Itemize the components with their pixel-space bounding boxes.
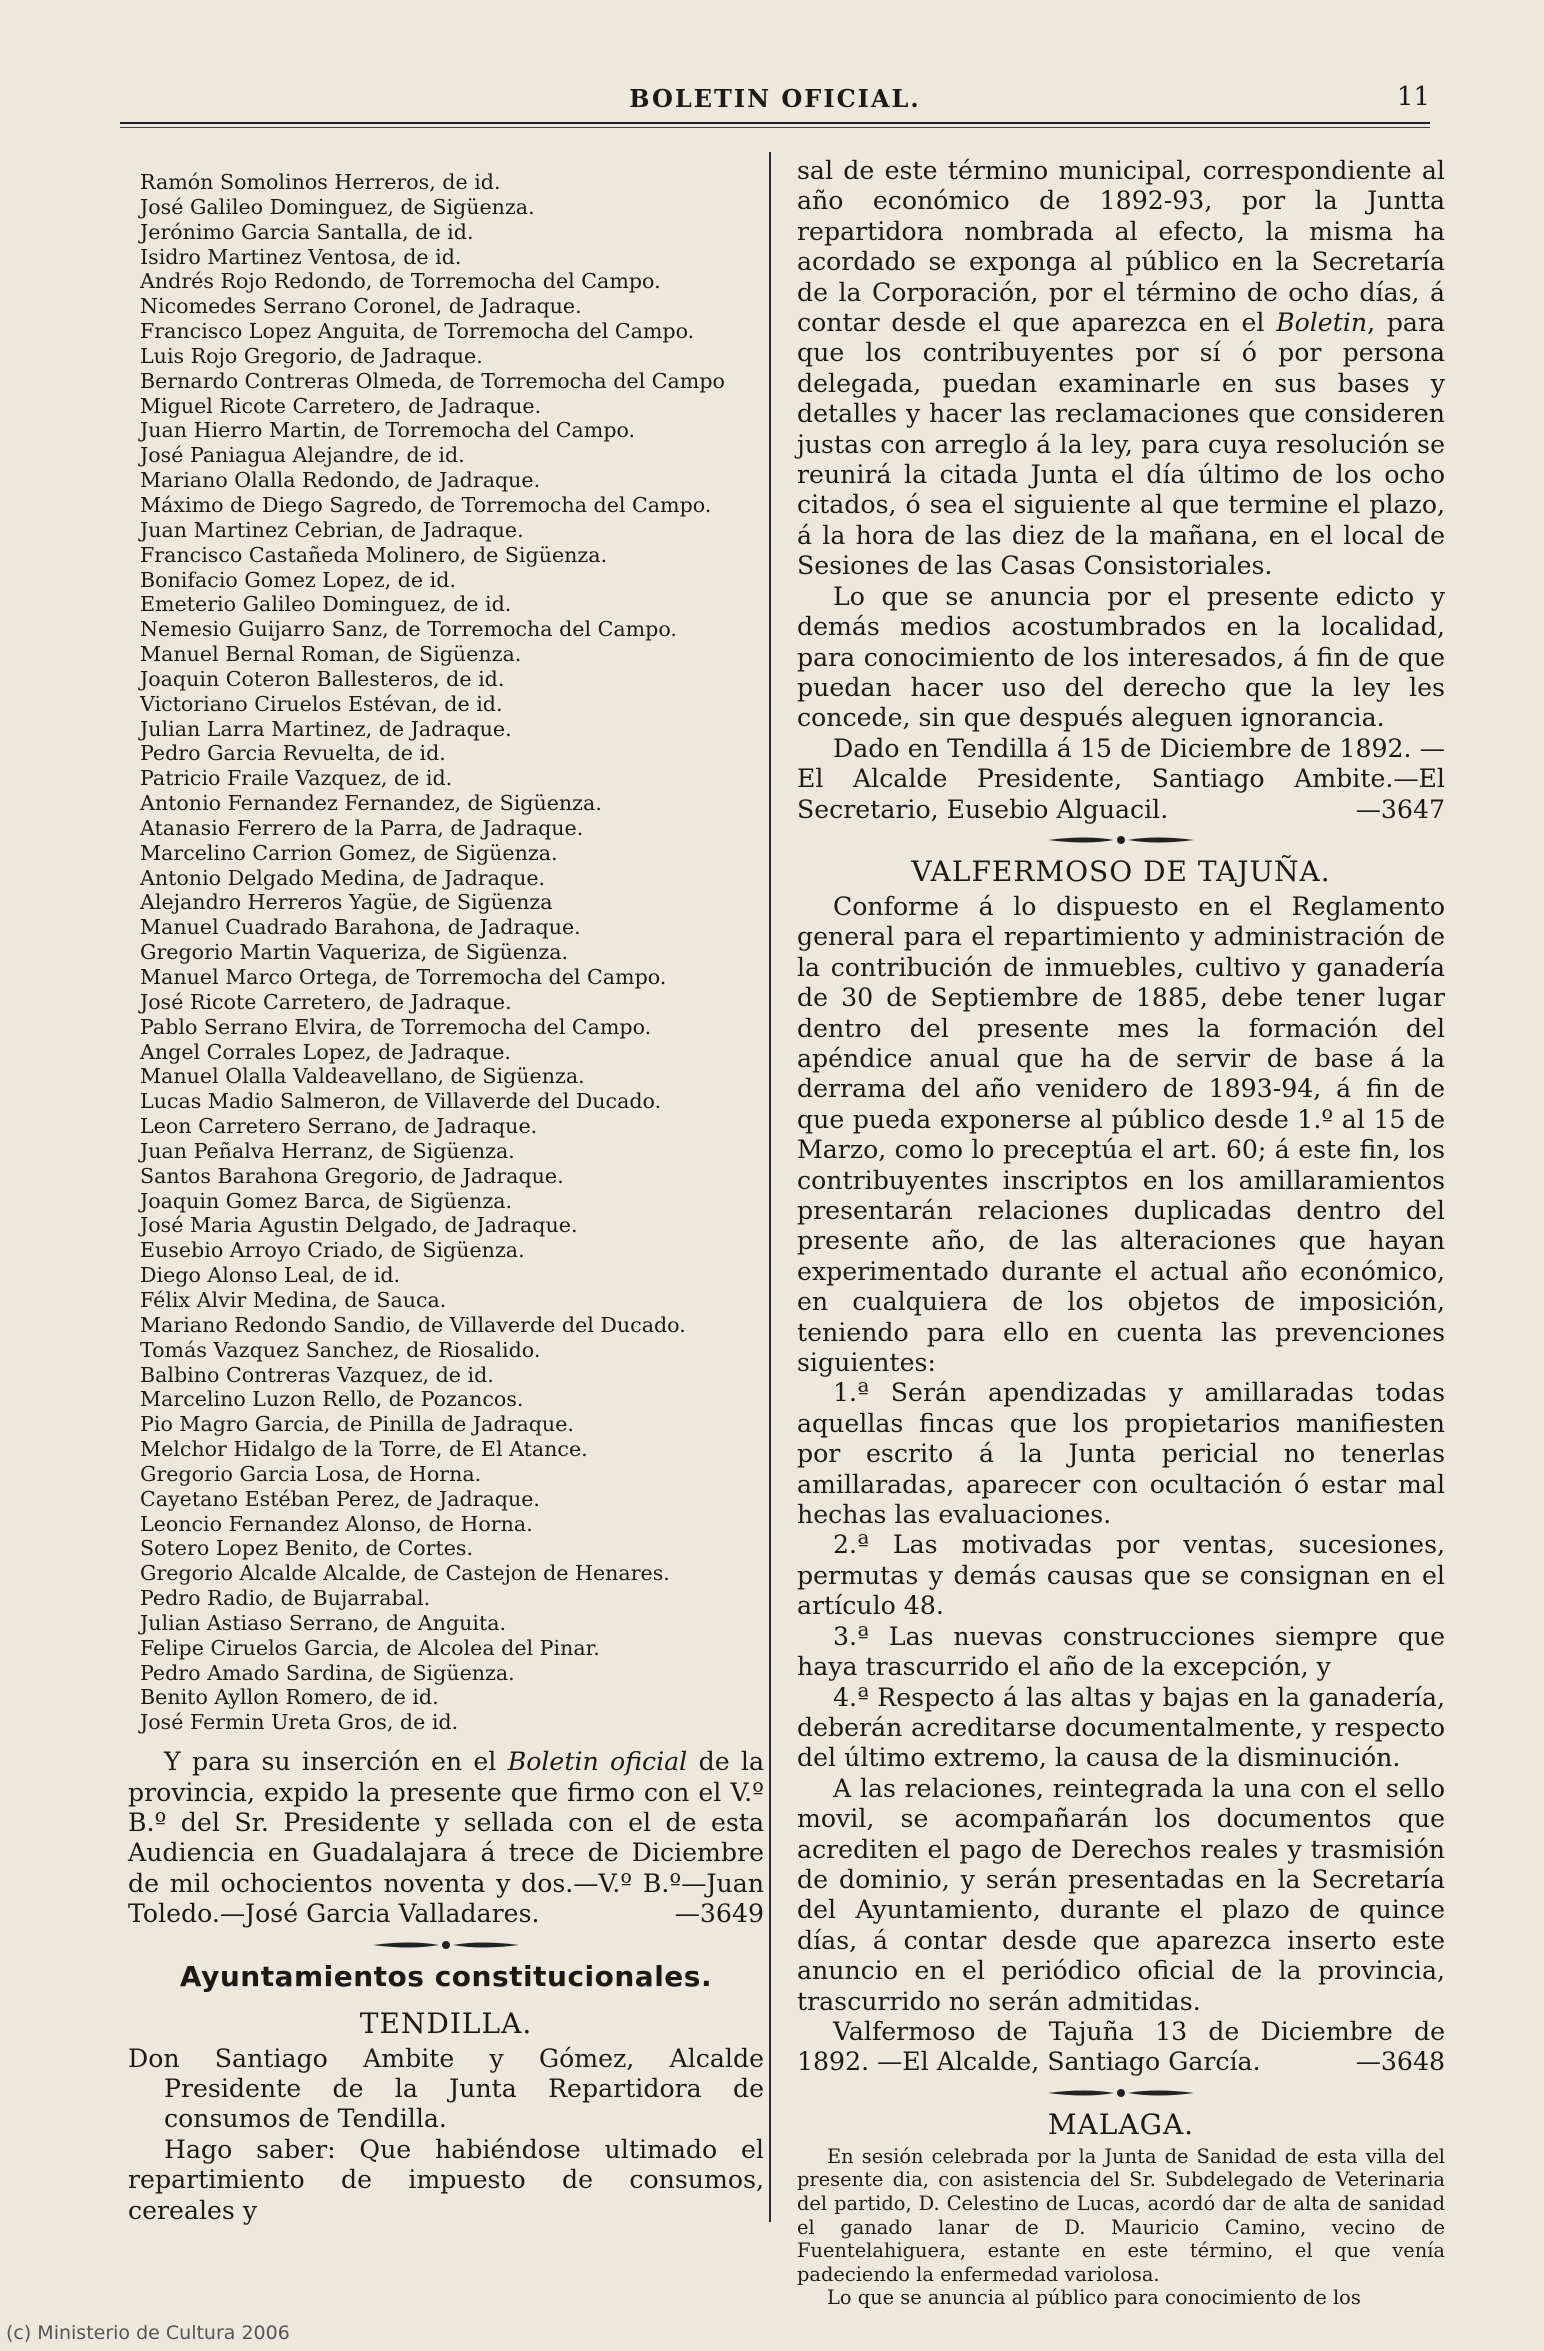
name-entry: Andrés Rojo Redondo, de Torremocha del Campo.: [140, 269, 661, 294]
name-entry: Alejandro Herreros Yagüe, de Sigüenza: [140, 890, 553, 915]
name-entry: Julian Astiaso Serrano, de Anguita.: [140, 1610, 507, 1635]
name-entry: Tomás Vazquez Sanchez, de Riosalido.: [140, 1337, 541, 1362]
tendilla-intro: Don Santiago Ambite y Gómez, Alcalde Presidente de la Junta Repartidora de consumos de Tendilla.: [128, 2043, 764, 2134]
name-entry: Victoriano Ciruelos Estévan, de id.: [140, 691, 503, 716]
reference-number: —3648: [1355, 2047, 1445, 2077]
name-entry: Leon Carretero Serrano, de Jadraque.: [140, 1114, 538, 1139]
left-column: [128, 170, 764, 2226]
name-entry: Miguel Ricote Carretero, de Jadraque.: [140, 393, 542, 418]
tendilla-title: TENDILLA.: [359, 2006, 533, 2040]
name-entry: Bonifacio Gomez Lopez, de id.: [140, 567, 456, 592]
name-entry: Angel Corrales Lopez, de Jadraque.: [140, 1039, 511, 1064]
valfermoso-intro: Conforme á lo dispuesto en el Reglamento general para el repartimiento y administración de la contribución de inmuebles, cultivo y ganadería de 30 de Septiembre de 1885, debe tener lugar dentro del presente mes la formación del apéndice anual que ha de servir de base á la derrama del año venidero de 1893-94, á fin de que pueda exponerse al público desde 1.º al 15 de Marzo, como lo preceptúa el art. 60; á este fin, los contribuyentes inscriptos en los amillaramientos presentarán relaciones duplicadas dentro del presente año, de las alteraciones que hayan experimentado durante el actual año económico, en cualquiera de los objetos de imposición, teniendo para ello en cuenta las prevenciones siguientes:: [797, 891, 1445, 1378]
malaga-title: MALAGA.: [1047, 2107, 1195, 2141]
name-entry: Julian Larra Martinez, de Jadraque.: [140, 716, 512, 741]
ornament-divider: [1046, 2086, 1196, 2100]
name-entry: Atanasio Ferrero de la Parra, de Jadraque.: [140, 815, 584, 840]
name-entry: Antonio Delgado Medina, de Jadraque.: [140, 865, 546, 890]
name-entry: Gregorio Garcia Losa, de Horna.: [140, 1461, 482, 1486]
name-entry: José Fermin Ureta Gros, de id.: [140, 1710, 459, 1735]
name-entry: Luis Rojo Gregorio, de Jadraque.: [140, 343, 483, 368]
valfermoso-item: 3.ª Las nuevas construcciones siempre que haya trascurrido el año de la excepción, y: [797, 1621, 1445, 1682]
name-entry: Patricio Fraile Vazquez, de id.: [140, 766, 453, 791]
name-entry: Marcelino Luzon Rello, de Pozancos.: [140, 1387, 524, 1412]
name-entry: Félix Alvir Medina, de Sauca.: [140, 1287, 447, 1312]
tendilla-body: Hago saber: Que habiéndose ultimado el repartimiento de impuesto de consumos, cereales y: [128, 2134, 764, 2225]
name-entry: Bernardo Contreras Olmeda, de Torremocha del Campo: [140, 368, 725, 393]
name-entry: Joaquin Gomez Barca, de Sigüenza.: [140, 1188, 513, 1213]
closing-paragraph: Y para su inserción en el Boletin oficial de la provincia, expido la presente que firmo con el V.º B.º del Sr. Presidente y sellada con el de esta Audiencia en Guadalajara á trece de Diciembre de mil ochocientos noventa y dos.—V.º B.º—Juan Toledo.—José Garcia Valladares. —3649: [128, 1747, 764, 1929]
header-rule: [120, 122, 1430, 124]
name-entry: Joaquin Coteron Ballesteros, de id.: [140, 666, 505, 691]
section-heading: Ayuntamientos constitucionales.: [179, 1959, 713, 1993]
valfermoso-relations: A las relaciones, reintegrada la una con el sello movil, se acompañarán los documentos que acrediten el pago de Derechos reales y trasmisión de dominio, y serán presentadas en la Secretaría del Ayuntamiento, durante el plazo de quince días, á contar desde que aparezca inserto este anuncio en el periódico oficial de la provincia, trascurrido no serán admitidas.: [797, 1773, 1445, 2016]
name-entry: Cayetano Estéban Perez, de Jadraque.: [140, 1486, 540, 1511]
name-entry: Leoncio Fernandez Alonso, de Horna.: [140, 1511, 533, 1536]
name-entry: Manuel Bernal Roman, de Sigüenza.: [140, 642, 522, 667]
valfermoso-item: 4.ª Respecto á las altas y bajas en la ganadería, deberán acreditarse documentalmente, y respecto del último extremo, la causa de la disminución.: [797, 1682, 1445, 1773]
tendilla-notice: Lo que se anuncia por el presente edicto y demás medios acostumbrados en la localidad, para conocimiento de los interesados, á fin de que puedan hacer uso del derecho que la ley les concede, sin que después aleguen ignorancia.: [797, 581, 1445, 733]
name-entry: Antonio Fernandez Fernandez, de Sigüenza.: [140, 791, 602, 816]
name-entry: Manuel Cuadrado Barahona, de Jadraque.: [140, 915, 581, 940]
name-entry: Ramón Somolinos Herreros, de id.: [140, 170, 501, 194]
valfermoso-title: VALFERMOSO DE TAJUÑA.: [911, 854, 1331, 888]
page-header: [120, 78, 1430, 118]
name-entry: Santos Barahona Gregorio, de Jadraque.: [140, 1163, 564, 1188]
name-entry: Juan Peñalva Herranz, de Sigüenza.: [140, 1138, 515, 1163]
newspaper-title: BOLETIN OFICIAL.: [629, 84, 921, 113]
name-entry: José Maria Agustin Delgado, de Jadraque.: [140, 1213, 578, 1238]
name-entry: José Paniagua Alejandre, de id.: [140, 443, 465, 468]
valfermoso-item: 2.ª Las motivadas por ventas, sucesiones, permutas y demás causas que se consignan en el artículo 48.: [797, 1530, 1445, 1621]
name-entry: Pedro Garcia Revuelta, de id.: [140, 741, 446, 766]
name-entry: Pedro Radio, de Bujarrabal.: [140, 1586, 431, 1611]
right-column: [797, 156, 1445, 2310]
name-entry: Manuel Marco Ortega, de Torremocha del Campo.: [140, 965, 667, 989]
name-entry: Nicomedes Serrano Coronel, de Jadraque.: [140, 294, 582, 319]
name-entry: Balbino Contreras Vazquez, de id.: [140, 1362, 494, 1387]
name-entry: Sotero Lopez Benito, de Cortes.: [140, 1536, 474, 1561]
name-entry: Melchor Hidalgo de la Torre, de El Atance.: [140, 1437, 588, 1462]
name-entry: Máximo de Diego Sagredo, de Torremocha del Campo.: [140, 492, 712, 517]
column-divider: [769, 152, 771, 2222]
name-entry: Pedro Amado Sardina, de Sigüenza.: [140, 1660, 515, 1685]
ornament-divider: [371, 1938, 521, 1952]
name-entry: Manuel Olalla Valdeavellano, de Sigüenza.: [140, 1064, 585, 1089]
name-entry: Diego Alonso Leal, de id.: [140, 1263, 401, 1288]
names-list: [128, 170, 764, 1735]
name-entry: Eusebio Arroyo Criado, de Sigüenza.: [140, 1238, 525, 1263]
header-rule-thin: [120, 127, 1430, 128]
name-entry: Juan Hierro Martin, de Torremocha del Campo.: [140, 418, 636, 443]
reference-number: —3649: [674, 1899, 764, 1929]
ornament-divider: [1046, 833, 1196, 847]
name-entry: Gregorio Alcalde Alcalde, de Castejon de Henares.: [140, 1561, 670, 1586]
name-entry: Mariano Olalla Redondo, de Jadraque.: [140, 468, 541, 493]
name-entry: Francisco Castañeda Molinero, de Sigüenza.: [140, 542, 608, 567]
valfermoso-signature: Valfermoso de Tajuña 13 de Diciembre de 1892. —El Alcalde, Santiago García. —3648: [797, 2016, 1445, 2077]
name-entry: Pablo Serrano Elvira, de Torremocha del Campo.: [140, 1014, 652, 1039]
name-entry: Marcelino Carrion Gomez, de Sigüenza.: [140, 840, 558, 865]
name-entry: José Galileo Dominguez, de Sigüenza.: [140, 194, 535, 219]
tendilla-body-continued: sal de este término municipal, correspondiente al año económico de 1892-93, por la Juntta repartidora nombrada al efecto, la misma ha acordado se exponga al público en la Secretaría de la Corporación, por el término de ocho días, á contar desde el que aparezca en el Boletin, para que los contribuyentes por sí ó por persona delegada, puedan examinarle en sus bases y detalles y hacer las reclamaciones que consideren justas con arreglo á la ley, para cuya resolución se reunirá la citada Junta el día último de los ocho citados, ó sea el siguiente al que termine el plazo, á la hora de las diez de la mañana, en el local de Sesiones de las Casas Consistoriales.: [797, 156, 1445, 581]
valfermoso-item: 1.ª Serán apendizadas y amillaradas todas aquellas fincas que los propietarios manifiesten por escrito á la Junta pericial no tenerlas amillaradas, aparecer con ocultación ó estar mal hechas las evaluaciones.: [797, 1378, 1445, 1530]
name-entry: Isidro Martinez Ventosa, de id.: [140, 244, 462, 269]
name-entry: Gregorio Martin Vaqueriza, de Sigüenza.: [140, 940, 569, 965]
name-entry: Pio Magro Garcia, de Pinilla de Jadraque.: [140, 1412, 574, 1437]
name-entry: Juan Martinez Cebrian, de Jadraque.: [140, 517, 524, 542]
name-entry: Nemesio Guijarro Sanz, de Torremocha del Campo.: [140, 617, 677, 642]
name-entry: Benito Ayllon Romero, de id.: [140, 1685, 439, 1710]
name-entry: Francisco Lopez Anguita, de Torremocha del Campo.: [140, 319, 695, 344]
malaga-body: En sesión celebrada por la Junta de Sanidad de esta villa del presente dia, con asistencia del Sr. Subdelegado de Veterinaria del partido, D. Celestino de Lucas, acordó dar de alta de sanidad el ganado lanar de D. Mauricio Camino, vecino de Fuentelahiguera, estante en este término, el que venía padeciendo la enfermedad variolosa.: [797, 2144, 1445, 2286]
valfermoso-items: [797, 1378, 1445, 1773]
copyright-notice: (c) Ministerio de Cultura 2006: [6, 2322, 290, 2344]
page-number: 11: [1396, 82, 1430, 112]
name-entry: José Ricote Carretero, de Jadraque.: [140, 989, 512, 1014]
name-entry: Felipe Ciruelos Garcia, de Alcolea del Pinar.: [140, 1635, 600, 1660]
name-entry: Lucas Madio Salmeron, de Villaverde del Ducado.: [140, 1089, 662, 1114]
name-entry: Emeterio Galileo Dominguez, de id.: [140, 592, 512, 617]
tendilla-signature: Dado en Tendilla á 15 de Diciembre de 1892. —El Alcalde Presidente, Santiago Ambite.—El Secretario, Eusebio Alguacil. —3647: [797, 733, 1445, 824]
name-entry: Jerónimo Garcia Santalla, de id.: [140, 219, 474, 244]
name-entry: Mariano Redondo Sandio, de Villaverde del Ducado.: [140, 1312, 686, 1337]
malaga-notice: Lo que se anuncia al público para conocimiento de los: [827, 2286, 1361, 2310]
reference-number: —3647: [1355, 794, 1445, 824]
